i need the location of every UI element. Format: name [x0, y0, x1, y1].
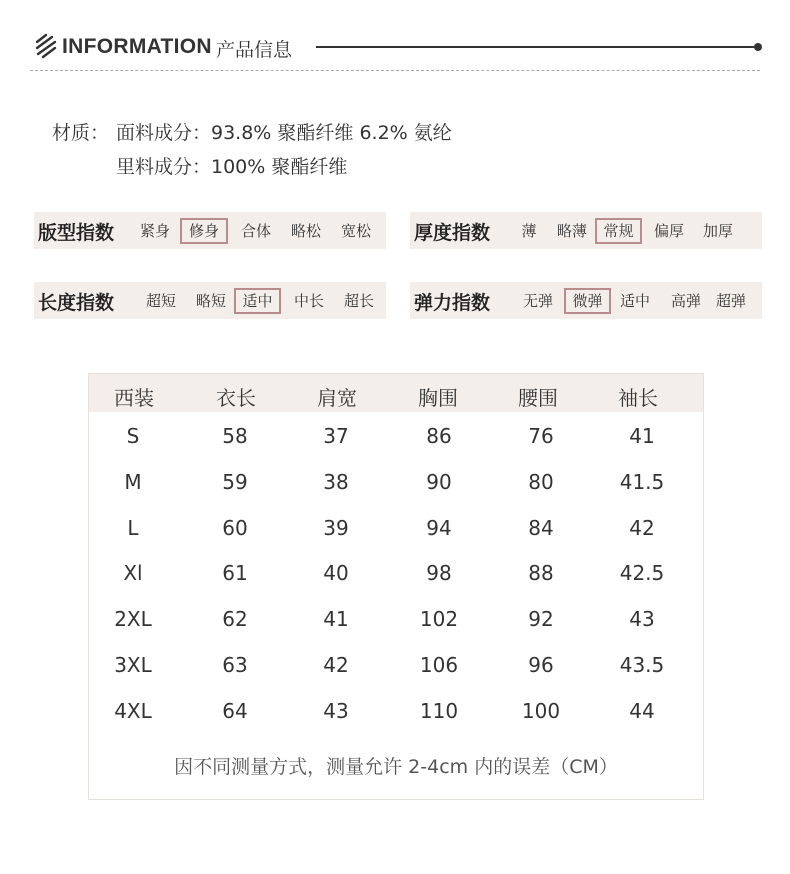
header-cell: 西装: [114, 386, 154, 410]
table-cell: 43.5: [619, 653, 665, 677]
table-cell: 42: [629, 516, 655, 540]
fit-option-tight: 紧身: [139, 222, 170, 240]
measurement-note: 因不同测量方式，测量允许 2-4cm 内的误差（CM）: [174, 756, 618, 778]
table-cell: 43: [323, 699, 349, 723]
fit-option-loose: 宽松: [340, 222, 371, 240]
table-cell: 41: [323, 607, 349, 631]
table-cell: 92: [528, 607, 554, 631]
thickness-index-title: 厚度指数: [414, 222, 491, 244]
header-title-en: INFORMATION: [62, 35, 212, 58]
header-cell: 胸围: [418, 386, 458, 410]
section-header: [34, 30, 762, 64]
table-cell: 39: [323, 516, 349, 540]
length-index-title: 长度指数: [38, 292, 115, 314]
stacked-stripes-icon: [34, 33, 58, 59]
table-cell: 94: [426, 516, 452, 540]
table-cell: 3XL: [114, 653, 152, 677]
table-cell: 80: [528, 470, 554, 494]
elasticity-option-medium: 适中: [619, 292, 650, 310]
material-line-lining: 里料成分：100% 聚酯纤维: [116, 156, 348, 178]
material-line-fabric: 面料成分：93.8% 聚酯纤维 6.2% 氨纶: [116, 122, 452, 144]
table-cell: 44: [629, 699, 655, 723]
table-cell: 98: [426, 561, 452, 585]
table-cell: 96: [528, 653, 554, 677]
elasticity-index: [410, 282, 762, 319]
header-cell: 袖长: [618, 386, 658, 410]
table-cell: S: [126, 424, 140, 448]
size-table: [88, 373, 704, 800]
length-index: [34, 282, 386, 319]
elasticity-option-none: 无弹: [522, 292, 553, 310]
table-cell: 102: [419, 607, 459, 631]
thickness-option-slightly-thin: 略薄: [556, 222, 587, 240]
table-cell: 43: [629, 607, 655, 631]
thickness-index: [410, 212, 762, 249]
table-cell: 90: [426, 470, 452, 494]
table-cell: 84: [528, 516, 554, 540]
table-cell: 58: [222, 424, 248, 448]
table-cell: 100: [521, 699, 561, 723]
table-header: [89, 374, 703, 412]
table-cell: 88: [528, 561, 554, 585]
fit-option-relaxed: 略松: [290, 222, 321, 240]
thickness-option-thin: 薄: [521, 222, 537, 240]
length-option-mid-long: 中长: [293, 292, 324, 310]
table-cell: 37: [323, 424, 349, 448]
elasticity-option-slight-selected: 微弹: [564, 288, 611, 314]
table-cell: 42.5: [619, 561, 665, 585]
fit-option-regular: 合体: [240, 222, 271, 240]
table-cell: 63: [222, 653, 248, 677]
material-label: 材质：: [52, 122, 110, 144]
length-option-short: 略短: [195, 292, 226, 310]
table-cell: 4XL: [114, 699, 152, 723]
table-cell: 2XL: [114, 607, 152, 631]
table-cell: 60: [222, 516, 248, 540]
table-cell: 38: [323, 470, 349, 494]
table-cell: 64: [222, 699, 248, 723]
elasticity-index-title: 弹力指数: [414, 292, 491, 314]
header-cell: 衣长: [216, 386, 256, 410]
header-rule-dot: [754, 43, 762, 51]
table-cell: Xl: [123, 561, 143, 585]
fit-option-slim-selected: 修身: [180, 218, 228, 244]
table-cell: 62: [222, 607, 248, 631]
table-cell: M: [124, 470, 142, 494]
fit-index-title: 版型指数: [38, 222, 115, 244]
fit-index: [34, 212, 386, 249]
table-cell: L: [127, 516, 139, 540]
table-cell: 76: [528, 424, 554, 448]
length-option-very-short: 超短: [145, 292, 176, 310]
table-cell: 41: [629, 424, 655, 448]
thickness-option-slightly-thick: 偏厚: [653, 222, 684, 240]
elasticity-option-high: 高弹: [670, 292, 701, 310]
elasticity-option-super: 超弹: [715, 292, 746, 310]
table-cell: 61: [222, 561, 248, 585]
table-cell: 42: [323, 653, 349, 677]
thickness-option-thick: 加厚: [702, 222, 733, 240]
length-option-medium-selected: 适中: [234, 288, 281, 314]
table-cell: 86: [426, 424, 452, 448]
table-cell: 59: [222, 470, 248, 494]
length-option-very-long: 超长: [343, 292, 374, 310]
table-cell: 110: [419, 699, 459, 723]
header-title-cn: 产品信息: [216, 39, 293, 61]
table-cell: 41.5: [619, 470, 665, 494]
thickness-option-normal-selected: 常规: [595, 218, 642, 244]
header-cell: 肩宽: [317, 386, 357, 410]
dashed-divider: [30, 70, 760, 71]
table-cell: 40: [323, 561, 349, 585]
header-cell: 腰围: [518, 386, 558, 410]
table-cell: 106: [419, 653, 459, 677]
header-rule: [316, 46, 756, 48]
